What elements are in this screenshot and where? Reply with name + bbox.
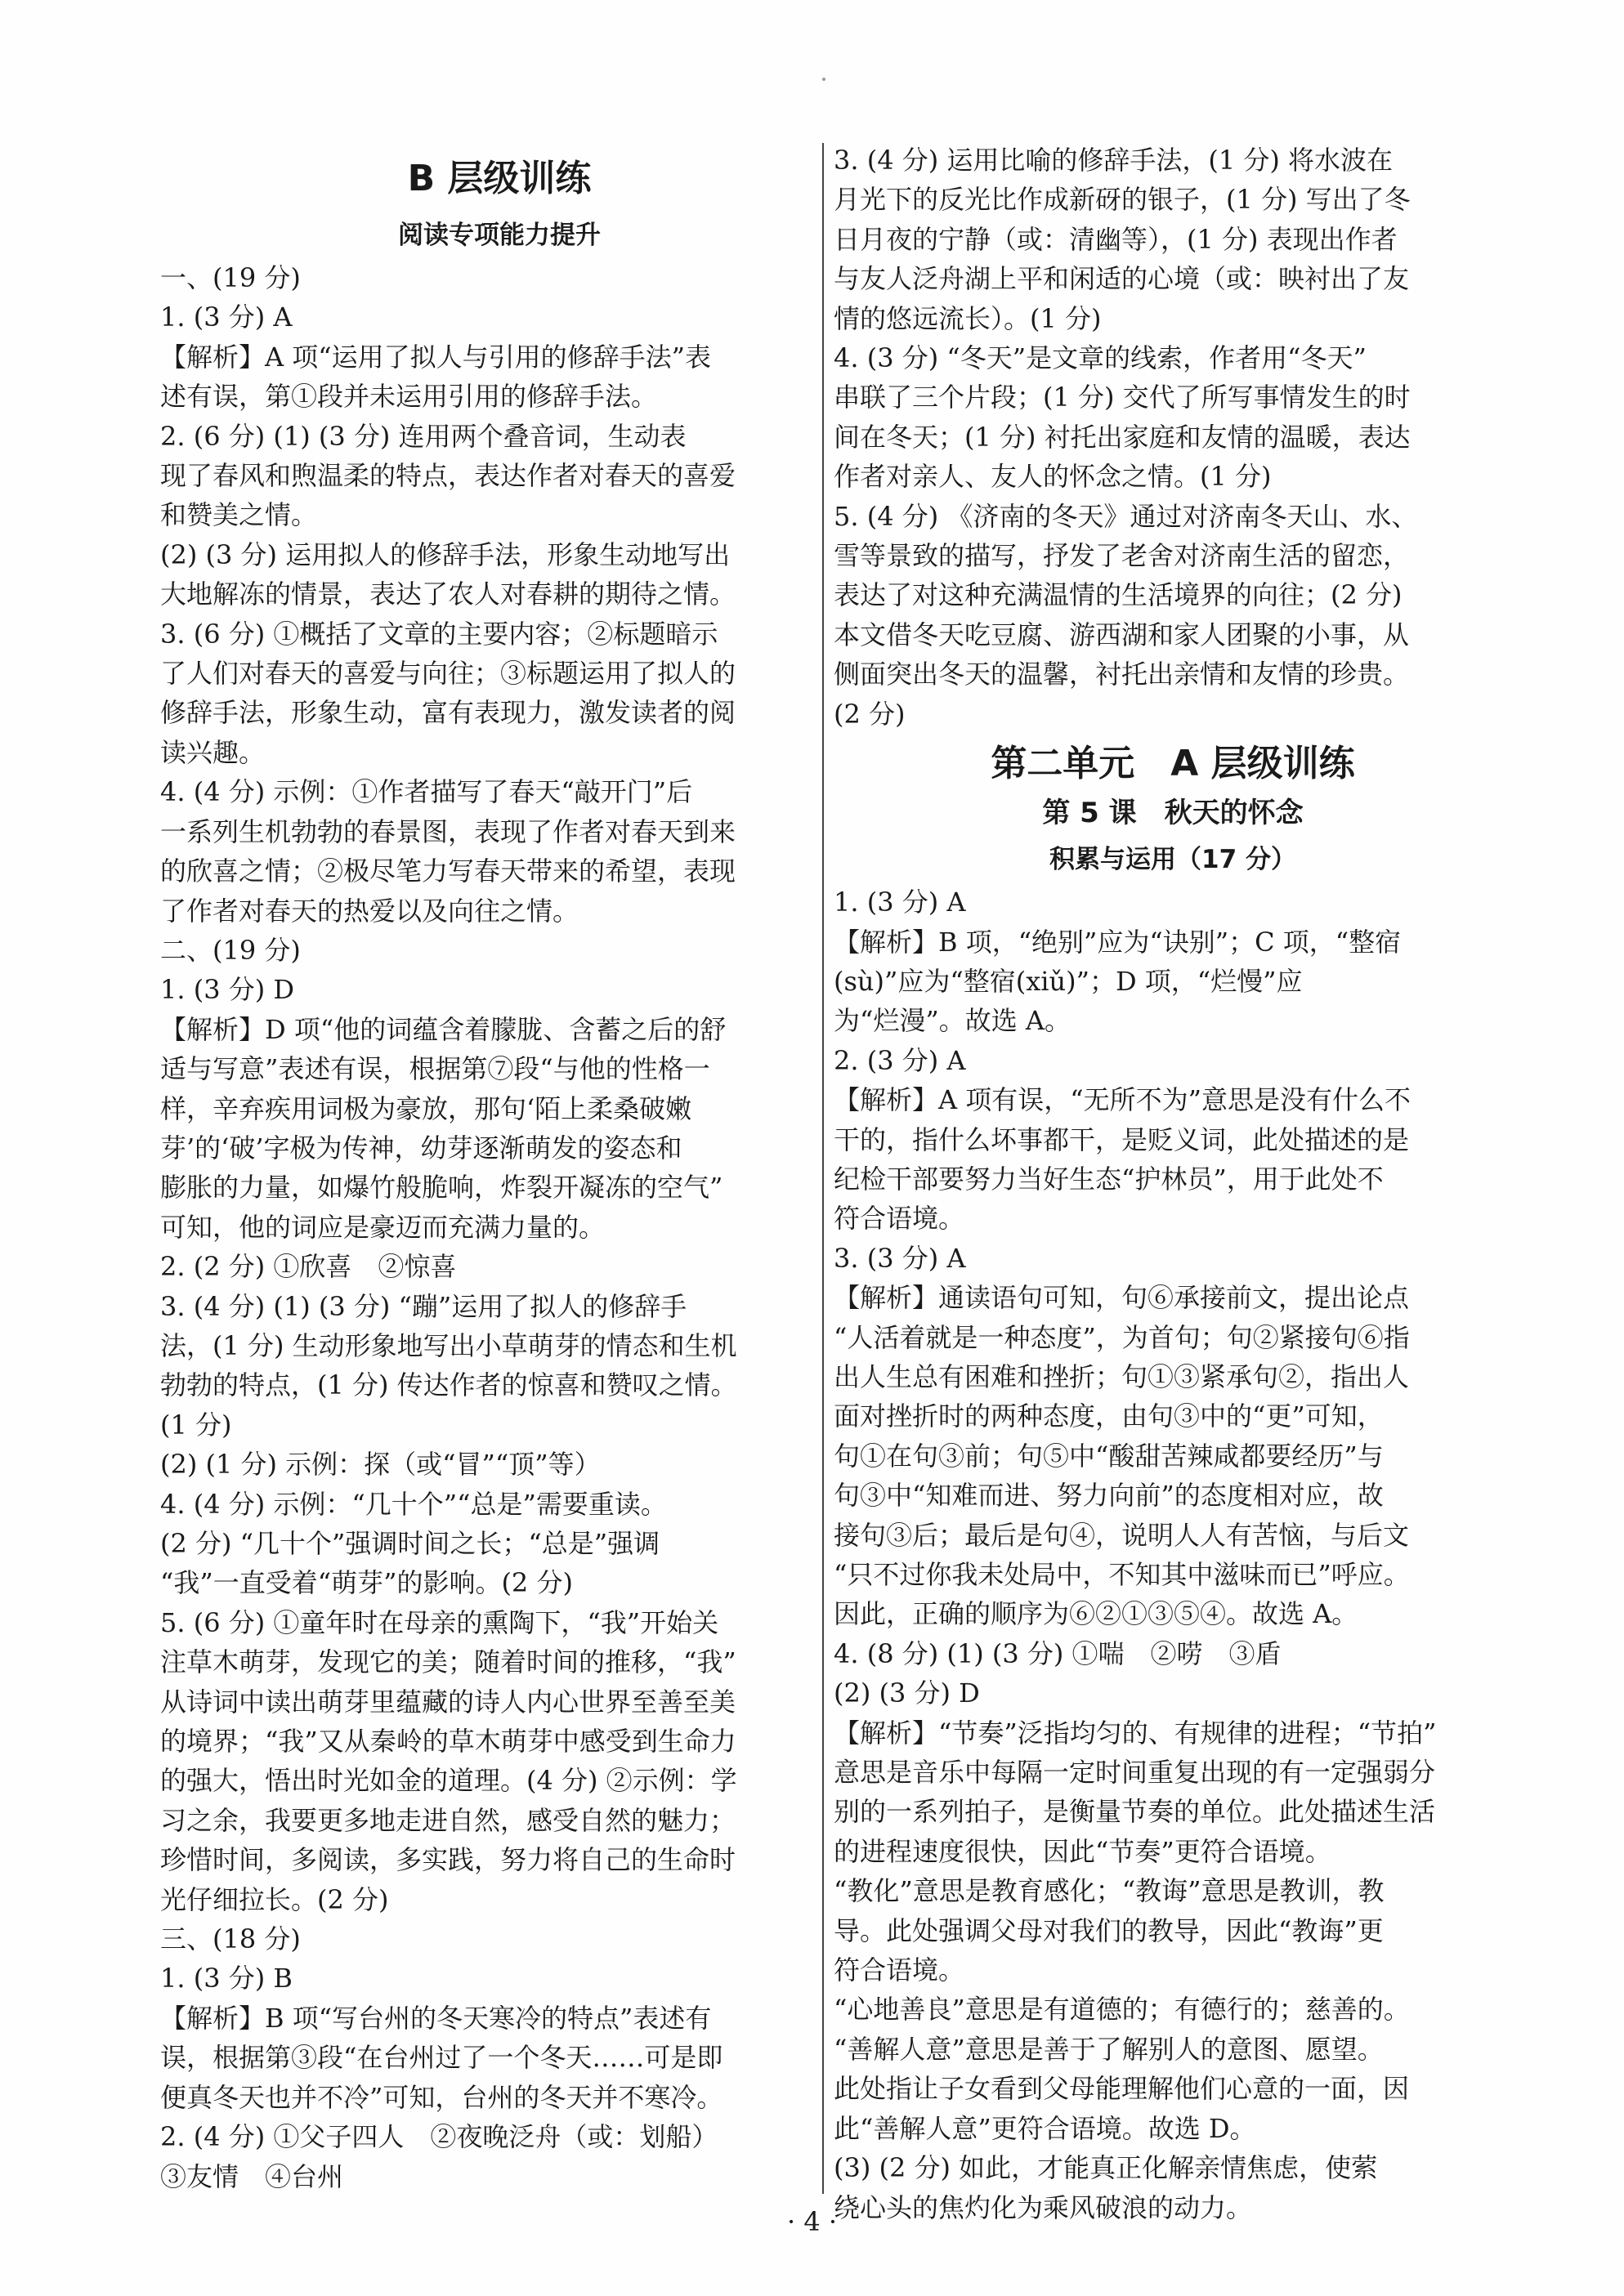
section-subtitle: 阅读专项能力提升 — [398, 221, 601, 250]
text-line: 2. (4 分) ①父子四人 ②夜晚泛舟（或：划船） — [160, 2121, 718, 2153]
text-line: 珍惜时间，多阅读，多实践，努力将自己的生命时 — [160, 1844, 736, 1876]
text-line: 可知，他的词应是豪迈而充满力量的。 — [160, 1211, 606, 1243]
text-line: 1. (3 分) D — [160, 974, 295, 1006]
right-text-body-top — [834, 141, 1512, 734]
text-line: 大地解冻的情景，表达了农人对春耕的期待之情。 — [160, 578, 736, 610]
scan-mark — [822, 78, 825, 81]
lesson-title: 第 5 课 秋天的怀念 — [1042, 797, 1304, 830]
text-line: 为“烂漫”。故选 A。 — [834, 1005, 1071, 1037]
text-line: 光仔细拉长。(2 分) — [160, 1883, 389, 1915]
text-line: 句③中“知难而进、努力向前”的态度相对应，故 — [834, 1480, 1384, 1512]
text-line: 【解析】B 项，“绝别”应为“诀别”；C 项，“整宿 — [834, 926, 1402, 958]
text-line: 便真冬天也并不冷”可知，台州的冬天并不寒冷。 — [160, 2081, 723, 2113]
text-line: 【解析】D 项“他的词蕴含着朦胧、含蓄之后的舒 — [160, 1013, 727, 1045]
text-line: 述有误，第①段并未运用引用的修辞手法。 — [160, 381, 658, 413]
text-line: 【解析】通读语句可知，句⑥承接前文，提出论点 — [834, 1282, 1410, 1314]
text-line: “人活着就是一种态度”，为首句；句②紧接句⑥指 — [834, 1321, 1410, 1353]
text-line: 的进程速度很快，因此“节奏”更符合语境。 — [834, 1835, 1331, 1867]
text-line: 误，根据第③段“在台州过了一个冬天……可是即 — [160, 2042, 723, 2074]
text-line: 面对挫折时的两种态度，由句③中的“更”可知， — [834, 1400, 1384, 1432]
text-line: “善解人意”意思是善于了解别人的意图、愿望。 — [834, 2033, 1384, 2065]
text-line: 符合语境。 — [834, 1954, 965, 1986]
text-line: 样，辛弃疾用词极为豪放，那句‘陌上柔桑破嫩 — [160, 1092, 692, 1124]
text-line: (sù)”应为“整宿(xiǔ)”；D 项，“烂慢”应 — [834, 965, 1303, 997]
text-line: 的境界；“我”又从秦岭的草木萌芽中感受到生命力 — [160, 1726, 736, 1758]
text-line: 出人生总有困难和挫折；句①③紧承句②，指出人 — [834, 1360, 1410, 1392]
text-line: 一、(19 分) — [160, 262, 301, 293]
text-line: 二、(19 分) — [160, 934, 301, 966]
text-line: 【解析】A 项“运用了拟人与引用的修辞手法”表 — [160, 341, 712, 373]
text-line: 习之余，我要更多地走进自然，感受自然的魅力； — [160, 1804, 736, 1836]
text-line: 1. (3 分) A — [160, 302, 293, 333]
text-line: (2) (3 分) D — [834, 1677, 980, 1709]
text-line: 3. (6 分) ①概括了文章的主要内容；②标题暗示 — [160, 618, 718, 650]
text-line: 因此，正确的顺序为⑥②①③⑤④。故选 A。 — [834, 1598, 1358, 1630]
text-line: 现了春风和煦温柔的特点，表达作者对春天的喜爱 — [160, 460, 736, 492]
text-line: 一系列生机勃勃的春景图，表现了作者对春天到来 — [160, 815, 736, 847]
text-line: 1. (3 分) A — [834, 887, 966, 918]
text-line: (2) (1 分) 示例：探（或“冒”“顶”等） — [160, 1449, 601, 1481]
page-number: · 4 · — [786, 2206, 838, 2237]
section-title: B 层级训练 — [407, 158, 592, 199]
text-line: 2. (3 分) A — [834, 1044, 966, 1076]
text-line: 绕心头的焦灼化为乘风破浪的动力。 — [834, 2191, 1253, 2223]
text-line: “心地善良”意思是有道德的；有德行的；慈善的。 — [834, 1994, 1410, 2026]
text-line: 膨胀的力量，如爆竹般脆响，炸裂开凝冻的空气” — [160, 1172, 723, 1204]
text-line: 和赞美之情。 — [160, 499, 318, 531]
text-line: 5. (6 分) ①童年时在母亲的熏陶下，“我”开始关 — [160, 1606, 719, 1638]
text-line: 芽’的‘破’字极为传神，幼芽逐渐萌发的姿态和 — [160, 1132, 682, 1164]
text-line: 2. (6 分) (1) (3 分) 连用两个叠音词，生动表 — [160, 420, 687, 452]
text-line: 与友人泛舟湖上平和闲适的心境（或：映衬出了友 — [834, 263, 1410, 295]
text-line: 【解析】B 项“写台州的冬天寒冷的特点”表述有 — [160, 2002, 712, 2034]
text-line: 修辞手法，形象生动，富有表现力，激发读者的阅 — [160, 697, 736, 729]
unit-title: 第二单元 A 层级训练 — [991, 743, 1355, 785]
text-line: 了人们对春天的喜爱与向往；③标题运用了拟人的 — [160, 658, 736, 690]
text-line: 5. (4 分) 《济南的冬天》通过对济南冬天山、水、 — [834, 500, 1418, 532]
text-line: 【解析】A 项有误，“无所不为”意思是没有什么不 — [834, 1084, 1411, 1116]
text-line: 3. (4 分) 运用比喻的修辞手法，(1 分) 将水波在 — [834, 145, 1394, 176]
text-line: 读兴趣。 — [160, 736, 266, 768]
right-column — [834, 141, 1512, 2227]
text-line: 的欣喜之情；②极尽笔力写春天带来的希望，表现 — [160, 855, 736, 887]
text-line: 1. (3 分) B — [160, 1963, 293, 1994]
text-line: 2. (2 分) ①欣喜 ②惊喜 — [160, 1251, 457, 1283]
text-line: 本文借冬天吃豆腐、游西湖和家人团聚的小事，从 — [834, 619, 1410, 650]
text-line: 表达了对这种充满温情的生活境界的向往；(2 分) — [834, 579, 1403, 611]
text-line: 日月夜的宁静（或：清幽等），(1 分) 表现出作者 — [834, 223, 1398, 255]
text-line: 3. (4 分) (1) (3 分) “蹦”运用了拟人的修辞手 — [160, 1290, 687, 1322]
text-line: 注草木萌芽，发现它的美；随着时间的推移，“我” — [160, 1646, 736, 1678]
text-line: “只不过你我未处局中，不知其中滋味而已”呼应。 — [834, 1559, 1410, 1590]
text-line: 的强大，悟出时光如金的道理。(4 分) ②示例：学 — [160, 1765, 737, 1797]
text-line: 侧面突出冬天的温馨，衬托出亲情和友情的珍贵。 — [834, 659, 1410, 690]
text-line: ③友情 ④台州 — [160, 2160, 344, 2192]
text-line: 作者对亲人、友人的怀念之情。(1 分) — [834, 461, 1272, 493]
text-line: 3. (3 分) A — [834, 1242, 966, 1274]
text-line: 4. (4 分) 示例：“几十个”“总是”需要重读。 — [160, 1488, 667, 1520]
text-line: 意思是音乐中每隔一定时间重复出现的有一定强弱分 — [834, 1757, 1436, 1789]
text-line: 此“善解人意”更符合语境。故选 D。 — [834, 2112, 1256, 2144]
text-line: 适与写意”表述有误，根据第⑦段“与他的性格一 — [160, 1053, 710, 1085]
text-line: 月光下的反光比作成新砑的银子，(1 分) 写出了冬 — [834, 184, 1411, 216]
text-line: (3) (2 分) 如此，才能真正化解亲情焦虑，使萦 — [834, 2152, 1378, 2184]
text-line: 符合语境。 — [834, 1203, 965, 1235]
right-text-body-bottom — [834, 882, 1512, 2227]
column-divider — [822, 143, 824, 2194]
text-line: 情的悠远流长）。(1 分) — [834, 302, 1102, 334]
left-column — [160, 147, 839, 2196]
text-line: “教化”意思是教育感化；“教诲”意思是教训，教 — [834, 1875, 1385, 1907]
text-line: (2) (3 分) 运用拟人的修辞手法，形象生动地写出 — [160, 538, 731, 570]
text-line: 纪检干部要努力当好生态“护林员”，用于此处不 — [834, 1163, 1384, 1195]
text-line: 4. (4 分) 示例：①作者描写了春天“敲开门”后 — [160, 776, 693, 808]
text-line: 【解析】“节奏”泛指均匀的、有规律的进程；“节拍” — [834, 1717, 1437, 1749]
text-line: 从诗词中读出萌芽里蕴藏的诗人内心世界至善至美 — [160, 1686, 736, 1718]
text-line: 间在冬天；(1 分) 衬托出家庭和友情的温暖，表达 — [834, 421, 1411, 453]
text-line: 雪等景致的描写，抒发了老舍对济南生活的留恋， — [834, 540, 1410, 572]
text-line: 串联了三个片段；(1 分) 交代了所写事情发生的时 — [834, 382, 1411, 413]
text-line: 此处指让子女看到父母能理解他们心意的一面，因 — [834, 2073, 1410, 2105]
text-line: 干的，指什么坏事都干，是贬义词，此处描述的是 — [834, 1123, 1410, 1155]
text-line: (1 分) — [160, 1409, 232, 1441]
text-line: 法，(1 分) 生动形象地写出小草萌芽的情态和生机 — [160, 1329, 737, 1361]
text-line: 导。此处强调父母对我们的教导，因此“教诲”更 — [834, 1914, 1384, 1946]
text-line: 句①在句③前；句⑤中“酸甜苦辣咸都要经历”与 — [834, 1440, 1384, 1472]
text-line: 接句③后；最后是句④，说明人人有苦恼，与后文 — [834, 1519, 1410, 1551]
text-line: “我”一直受着“萌芽”的影响。(2 分) — [160, 1567, 573, 1599]
text-line: 4. (8 分) (1) (3 分) ①喘 ②唠 ③盾 — [834, 1637, 1282, 1669]
text-line: (2 分) “几十个”强调时间之长；“总是”强调 — [160, 1528, 660, 1559]
text-line: 了作者对春天的热爱以及向往之情。 — [160, 895, 579, 927]
text-line: 别的一系列拍子，是衡量节奏的单位。此处描述生活 — [834, 1796, 1436, 1828]
text-line: (2 分) — [834, 698, 906, 730]
text-line: 4. (3 分) “冬天”是文章的线索，作者用“冬天” — [834, 342, 1367, 374]
subsection-title: 积累与运用（17 分） — [1049, 845, 1296, 875]
text-line: 勃勃的特点，(1 分) 传达作者的惊喜和赞叹之情。 — [160, 1369, 737, 1401]
text-line: 三、(18 分) — [160, 1923, 301, 1955]
left-text-body — [160, 258, 839, 2196]
